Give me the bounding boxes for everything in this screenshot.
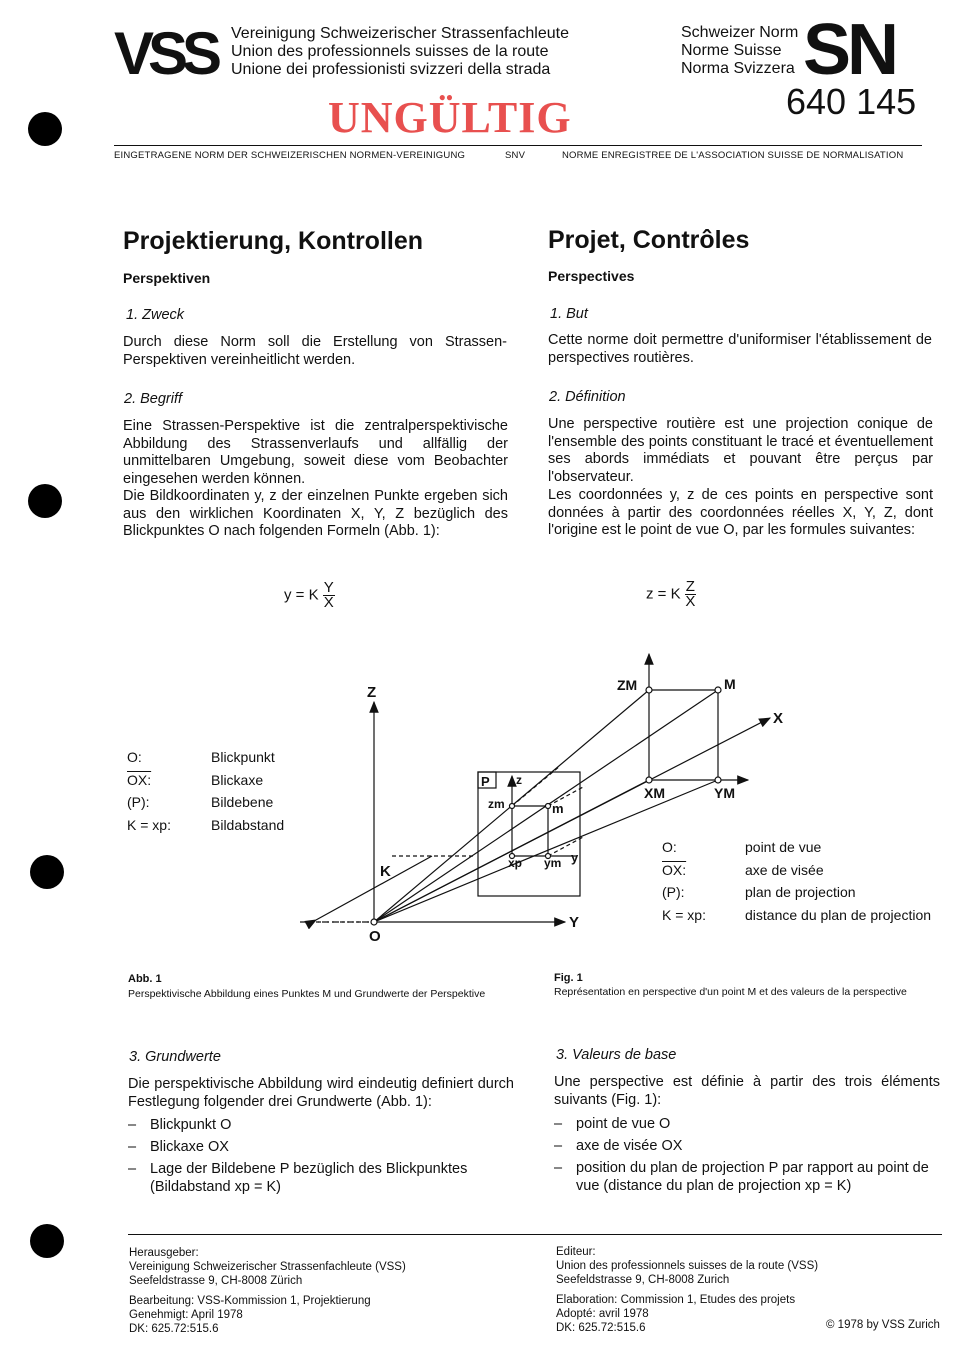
legend-symbol: (P): [662, 884, 685, 900]
publisher-label: Herausgeber: [129, 1247, 199, 1259]
title-fr: Projet, Contrôles [548, 226, 750, 254]
label-small-y: y [571, 850, 579, 865]
section2-text2-fr: Les coordonnées y, z de ces points en perspective sont données à partir des coordonnées réelles X, Y, Z, dont l'origine est le point de vue O, par les formules suivantes: [548, 487, 933, 538]
norm-line-it: Norma Svizzera [681, 60, 795, 77]
label-M: M [724, 676, 736, 692]
legend-text: plan de projection [745, 884, 856, 900]
section2-text2-de: Die Bildkoordinaten y, z der einzelnen Punkte ergeben sich aus den wirklichen Koordinaten X, Y, Z bezüglich des Blickpunktes O nach folgenden Formeln (Abb. 1): [123, 488, 508, 539]
subtitle-de: Perspektiven [123, 270, 211, 286]
label-K: K [380, 863, 391, 880]
label-small-z: z [516, 773, 522, 787]
label-xp: xp [508, 856, 523, 870]
legend-text: Bildabstand [211, 816, 285, 833]
section1-heading-fr: 1. But [550, 306, 588, 322]
formula-y-numerator: Y [323, 579, 334, 596]
section3-heading-de: 3. Grundwerte [129, 1049, 221, 1065]
legend-text: axe de visée [745, 861, 824, 878]
section2-text1-de: Eine Strassen-Perspektive ist die zentralperspektivische Abbildung des Strassenverlaufs und allfällig der unmittelbaren Umgebung, soweit diese vom Beobachter eingesehen werden können. [123, 418, 508, 487]
section2-heading-de: 2. Begriff [124, 391, 183, 407]
list-item: – point de vue O [554, 1115, 942, 1133]
label-ZM: ZM [617, 677, 638, 693]
address: Seefeldstrasse 9, CH-8008 Zurich [556, 1274, 730, 1286]
figure-label-de: Abb. 1 [128, 973, 162, 985]
org-line-fr: Union des professionnels suisses de la route [231, 43, 549, 60]
section3-heading-fr: 3. Valeurs de base [556, 1047, 677, 1063]
legend-symbol: OX: [662, 861, 687, 878]
list-item: – Lage der Bildebene P bezüglich des Blickpunktes (Bildabstand xp = K) [128, 1160, 516, 1196]
figure-label-fr: Fig. 1 [554, 972, 583, 984]
legend-text: Bildebene [211, 794, 274, 810]
formula-y-denominator: X [323, 594, 334, 611]
label-Y: Y [569, 914, 580, 931]
org-line-de: Vereinigung Schweizerischer Strassenfachleute [231, 25, 569, 42]
label-Z: Z [367, 684, 377, 701]
section2-text1-fr: Une perspective routière est une projection conique de l'ensemble des points constituant le tracé et éventuellement ses abords immédiats et pouvant être perçus par l'observateur. [548, 416, 933, 485]
legend-symbol: O: [662, 839, 677, 855]
label-YM: YM [714, 785, 735, 801]
copyright: © 1978 by VSS Zurich [826, 1319, 940, 1331]
vss-logo: VSS [114, 20, 217, 87]
legend-symbol: OX: [127, 771, 152, 788]
legend-text: Blickpunkt [211, 749, 275, 765]
norm-line-fr: Norme Suisse [681, 42, 782, 59]
label-m: m [552, 801, 564, 816]
list-item: – position du plan de projection P par rapport au point de vue (distance du plan de projection xp = K) [554, 1159, 942, 1195]
label-O: O [369, 928, 381, 945]
figure-caption-fr: Représentation en perspective d'un point M et des valeurs de la perspective [554, 986, 907, 998]
section1-heading-de: 1. Zweck [126, 307, 185, 323]
section1-text-fr: Cette norme doit permettre d'uniformiser l'établissement de perspectives routières. [548, 332, 932, 366]
registered-de: EINGETRAGENE NORM DER SCHWEIZERISCHEN NORMEN-VEREINIGUNG [114, 150, 466, 161]
sn-logo: SN [803, 10, 896, 90]
legend-text: point de vue [745, 839, 822, 855]
address: Seefeldstrasse 9, CH-8008 Zürich [129, 1275, 303, 1287]
label-zm: zm [488, 797, 505, 811]
formula-y-lhs: y = K [284, 586, 319, 604]
formula-z-denominator: X [685, 593, 696, 610]
dk-number: DK: 625.72:515.6 [129, 1323, 219, 1335]
list-item: – Blickaxe OX [128, 1138, 516, 1156]
label-X: X [773, 710, 784, 727]
section3-list-fr [554, 1115, 942, 1199]
legend-symbol: O: [127, 749, 142, 765]
formula-z-lhs: z = K [646, 585, 681, 603]
footer-fr [556, 1245, 818, 1335]
legend-text: distance du plan de projection [745, 906, 932, 923]
norm-line-de: Schweizer Norm [681, 24, 799, 41]
footer-rule [128, 1234, 942, 1235]
title-de: Projektierung, Kontrollen [123, 227, 424, 255]
section2-heading-fr: 2. Définition [549, 389, 626, 405]
legend-symbol: K = xp: [127, 816, 171, 833]
publisher: Vereinigung Schweizerischer Strassenfachleute (VSS) [129, 1261, 406, 1273]
legend-symbol: (P): [127, 794, 150, 810]
subtitle-fr: Perspectives [548, 268, 635, 284]
list-item: – axe de visée OX [554, 1137, 942, 1155]
legend-text: Blickaxe [211, 771, 264, 788]
org-line-it: Unione dei professionisti svizzeri della strada [231, 61, 551, 78]
publisher-label: Editeur: [556, 1246, 596, 1258]
legend-symbol: K = xp: [662, 906, 706, 923]
list-item: – Blickpunkt O [128, 1116, 516, 1134]
norm-number: 640 145 [786, 81, 917, 122]
label-XM: XM [644, 785, 665, 801]
publisher: Union des professionnels suisses de la route (VSS) [556, 1260, 819, 1272]
editing-info: Bearbeitung: VSS-Kommission 1, Projektierung [129, 1295, 371, 1307]
label-P: P [481, 774, 490, 789]
approval-date: Genehmigt: April 1978 [129, 1309, 243, 1321]
editing-info: Elaboration: Commission 1, Etudes des projets [556, 1294, 796, 1306]
invalid-stamp: UNGÜLTIG [328, 93, 572, 142]
dk-number: DK: 625.72:515.6 [556, 1322, 646, 1334]
section1-text-de: Durch diese Norm soll die Erstellung von Strassen-Perspektiven vereinheitlicht werden. [123, 334, 507, 368]
section3-text-de: Die perspektivische Abbildung wird eindeutig definiert durch Festlegung folgender drei Grundwerte (Abb. 1): [128, 1076, 514, 1110]
label-ym: ym [544, 856, 562, 870]
approval-date: Adopté: avril 1978 [556, 1308, 649, 1320]
footer-de [129, 1246, 406, 1336]
section3-list-de [128, 1116, 516, 1200]
figure-caption-de: Perspektivische Abbildung eines Punktes M und Grundwerte der Perspektive [128, 988, 486, 1000]
registered-fr: NORME ENREGISTREE DE L'ASSOCIATION SUISSE DE NORMALISATION [562, 150, 904, 161]
section3-text-fr: Une perspective est définie à partir des trois éléments suivants (Fig. 1): [554, 1074, 940, 1108]
snv-label: SNV [505, 150, 526, 161]
formula-z-numerator: Z [685, 578, 695, 595]
